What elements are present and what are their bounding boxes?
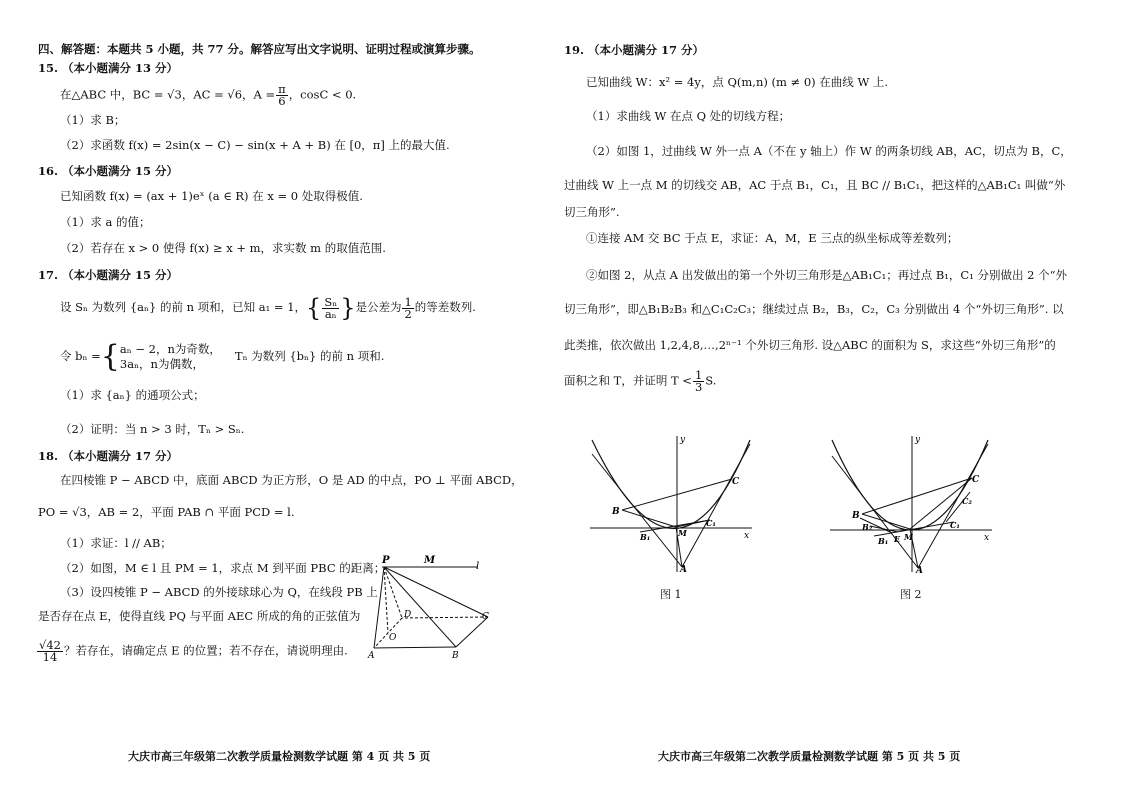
right-page [560, 0, 1132, 800]
fig2-label-C: C [972, 475, 980, 485]
q19-stem: 已知曲线 W：x² = 4y，点 Q(m,n) (m ≠ 0) 在曲线 W 上. [586, 75, 889, 89]
footer-page4: 大庆市高三年级第二次教学质量检测数学试题 第 4 页 共 5 页 [128, 750, 431, 763]
q17-seq-num: Sₙ [324, 294, 338, 309]
q15-part1: （1）求 B； [60, 113, 126, 127]
q17-stem-a: 设 Sₙ 为数列 {aₙ} 的前 n 项和，已知 a₁ = 1， [60, 300, 307, 314]
fig1-label-x: x [744, 531, 750, 541]
q18-header: 18. （本小题满分 17 分） [38, 449, 179, 463]
fig1-label-M: M [678, 528, 687, 538]
fig1-label-C1: C₁ [706, 518, 716, 528]
label-C: C [482, 612, 489, 622]
fig2-tangent-AC [918, 444, 988, 568]
q17-half-den: 2 [404, 306, 412, 321]
pyramid-figure [360, 552, 520, 662]
fig1-caption: 图 1 [660, 588, 682, 601]
q19-sub2c: 此类推，依次做出 1,2,4,8,…,2ⁿ⁻¹ 个外切三角形. 设△ABC 的面积为 S，求这些“外切三角形”的 [564, 338, 1056, 352]
edge-CD [402, 617, 488, 618]
q19-sub2d-tail: S. [705, 373, 717, 388]
q17-stem-b: 是公差为 [355, 300, 402, 314]
q17-seq-den: aₙ [324, 306, 337, 321]
q19-sub2b: 切三角形”，即△B₁B₂B₃ 和△C₁C₂C₃；继续过点 B₂，B₃，C₂，C₃ 分别做出 4 个“外切三角形”. 以 [564, 302, 1064, 316]
q18-stem2: PO = √3，AB = 2，平面 PAB ∩ 平面 PCD = l. [38, 505, 295, 519]
fig1-tangent-AB [592, 454, 682, 567]
label-A: A [368, 651, 375, 661]
q17-header: 17. （本小题满分 15 分） [38, 268, 179, 282]
label-P: P [382, 555, 390, 566]
q17-stem-c: 的等差数列. [414, 300, 476, 314]
fig2-label-y: y [915, 435, 921, 445]
edge-PA [374, 567, 384, 648]
q18-sin-num: √42 [39, 638, 61, 652]
q17-bn-tail: Tₙ 为数列 {bₙ} 的前 n 项和. [234, 349, 385, 363]
q18-part2: （2）如图，M ∈ l 且 PM = 1，求点 M 到平面 PBC 的距离； [60, 561, 386, 575]
fig2-label-x: x [984, 533, 990, 543]
edge-DA [374, 618, 402, 648]
fig2-tangent-AB [832, 456, 918, 568]
q17-cases-brace: { [100, 339, 120, 374]
label-l: l [476, 561, 480, 572]
q17-case2: 3aₙ，n为偶数， [119, 357, 204, 371]
fig2-label-E: E [894, 534, 901, 544]
q16-stem: 已知函数 f(x) = (ax + 1)eˣ (a ∈ R) 在 x = 0 处取得极值. [60, 189, 363, 203]
fig1-label-y: y [680, 435, 686, 445]
q19-third-fraction [693, 370, 704, 393]
q19-third-num: 1 [694, 368, 703, 382]
q19-part2c: 切三角形”. [564, 205, 620, 219]
q19-part2a: （2）如图 1，过曲线 W 外一点 A（不在 y 轴上）作 W 的两条切线 AB，AC，切点为 B，C， [586, 144, 1072, 158]
fig1-label-C: C [732, 477, 740, 487]
q19-part1: （1）求曲线 W 在点 Q 处的切线方程； [586, 109, 791, 123]
fig1-label-A: A [680, 565, 687, 575]
q17-stem [60, 296, 476, 320]
q19-sub2d-lead: 面积之和 T，并证明 T < [564, 373, 692, 388]
q19-part2b: 过曲线 W 上一点 M 的切线交 AB，AC 于点 B₁，C₁，且 BC // B₁C₁，把这样的△AB₁C₁ 叫做“外 [564, 178, 1066, 192]
fig1-label-B: B [612, 507, 620, 517]
edge-AB [374, 647, 456, 648]
q17-left-brace: { [306, 294, 322, 322]
q17-case1: aₙ − 2，n为奇数， [119, 342, 221, 356]
q17-right-brace: } [340, 294, 356, 322]
figure-1 [582, 432, 762, 577]
q17-half-fraction [402, 294, 413, 321]
q16-part2: （2）若存在 x > 0 使得 f(x) ≥ x + m，求实数 m 的取值范围. [60, 241, 386, 255]
q15-angle-num: π [278, 82, 286, 96]
q19-third-den: 3 [694, 380, 703, 394]
section-header: 四、解答题：本题共 5 小题，共 77 分。解答应写出文字说明、证明过程或演算步骤。 [38, 42, 481, 56]
label-M: M [424, 555, 436, 566]
q15-part2: （2）求函数 f(x) = 2sin(x − C) − sin(x + A + B) 在 [0，π] 上的最大值. [60, 138, 450, 152]
q18-part3a: （3）设四棱锥 P − ABCD 的外接球球心为 Q，在线段 PB 上 [60, 585, 378, 599]
q17-seq-fraction [322, 294, 339, 321]
q15-stem-text: 在△ABC 中，BC = √3，AC = √6，A = [60, 87, 276, 102]
q18-part3c-text: ？若存在，请确定点 E 的位置；若不存在，请说明理由. [63, 643, 348, 658]
q19-sub2d [564, 370, 716, 393]
q18-part3b: 是否存在点 E，使得直线 PQ 与平面 AEC 所成的角的正弦值为 [38, 609, 361, 623]
fig1-label-B1: B₁ [640, 532, 651, 542]
fig1-segment-BB1 [622, 510, 676, 527]
footer-page5: 大庆市高三年级第二次教学质量检测数学试题 第 5 页 共 5 页 [658, 750, 961, 763]
q18-sin-fraction [37, 640, 63, 663]
q17-cases [120, 342, 221, 372]
q18-sin-den: 14 [42, 650, 58, 664]
q15-angle-den: 6 [278, 94, 286, 108]
q15-angle-fraction [276, 84, 288, 107]
fig2-label-B: B [852, 511, 860, 521]
label-O: O [389, 633, 397, 643]
q19-sub2a: ②如图 2，从点 A 出发做出的第一个外切三角形是△AB₁C₁；再过点 B₁，C₁ 分别做出 2 个“外 [586, 268, 1067, 282]
fig2-caption: 图 2 [900, 588, 922, 601]
q17-half-num: 1 [404, 294, 412, 309]
fig2-label-B2: B₂ [862, 522, 873, 532]
fig2-label-B1: B₁ [878, 536, 889, 546]
q17-bn-lead: 令 bₙ = [60, 349, 101, 363]
q16-part1: （1）求 a 的值； [60, 215, 151, 229]
q15-header: 15. （本小题满分 13 分） [38, 61, 179, 75]
q19-sub1: ①连接 AM 交 BC 于点 E，求证：A，M，E 三点的纵坐标成等差数列； [586, 231, 959, 245]
left-page [0, 0, 560, 800]
q15-stem [60, 84, 356, 107]
fig2-segment-B2E [870, 526, 898, 532]
fig1-tangent-AC [682, 444, 750, 567]
q18-stem1: 在四棱锥 P − ABCD 中，底面 ABCD 为正方形，O 是 AD 的中点，PO ⊥ 平面 ABCD， [60, 473, 523, 487]
fig2-label-A: A [916, 566, 923, 576]
q16-header: 16. （本小题满分 15 分） [38, 164, 179, 178]
q15-stem-tail: ，cosC < 0. [288, 87, 357, 102]
label-B: B [452, 651, 459, 661]
label-D: D [404, 610, 412, 620]
q17-part1: （1）求 {aₙ} 的通项公式； [60, 388, 205, 402]
q18-part3c [36, 640, 348, 663]
q19-header: 19. （本小题满分 17 分） [564, 43, 705, 57]
fig2-label-C1: C₁ [950, 520, 960, 530]
q17-part2: （2）证明：当 n > 3 时，Tₙ > Sₙ. [60, 422, 245, 436]
fig2-label-M: M [904, 532, 913, 542]
fig2-label-C2: C₂ [962, 496, 972, 506]
q17-bn-def [60, 339, 385, 374]
fig2-chord-BC [862, 478, 972, 514]
edge-PC [384, 567, 488, 617]
q18-part1: （1）求证：l // AB； [60, 536, 172, 550]
figure-2 [822, 432, 1002, 577]
